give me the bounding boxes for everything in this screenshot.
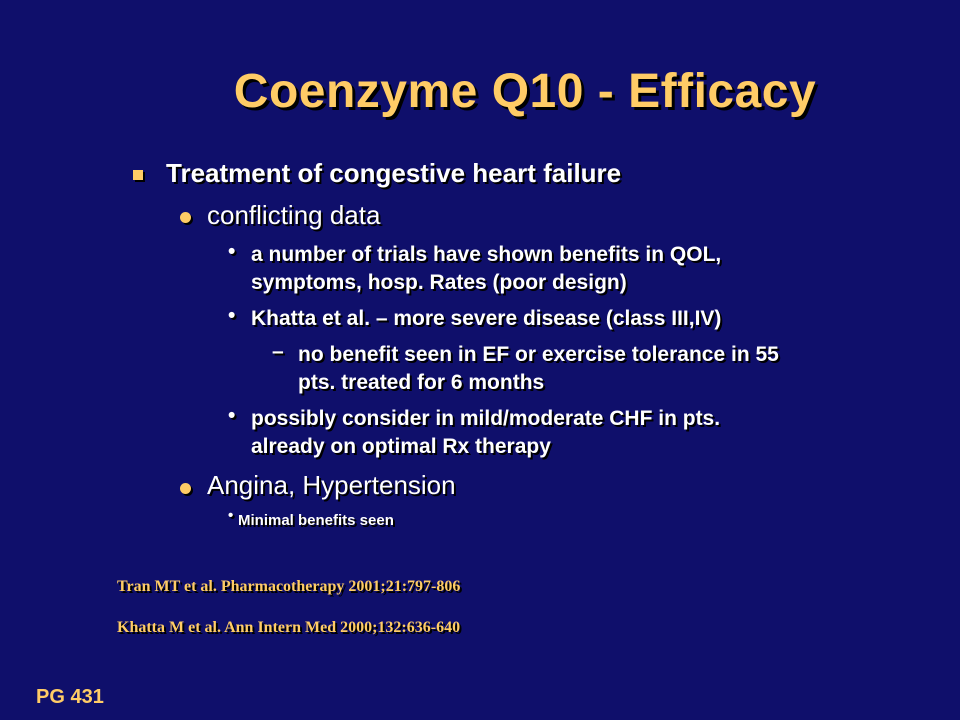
bullet-level2-conflicting-data: conflicting data bbox=[207, 200, 381, 230]
bullet-level3-trials-line1: a number of trials have shown benefits in QOL, bbox=[251, 243, 722, 266]
reference-tran: Tran MT et al. Pharmacotherapy 2001;21:797-806 bbox=[117, 578, 461, 595]
small-bullet-icon: • bbox=[228, 240, 236, 263]
small-bullet-icon: • bbox=[228, 404, 236, 427]
bullet-level4-no-benefit-line2: pts. treated for 6 months bbox=[298, 371, 545, 394]
bullet-level3-possibly-line2: already on optimal Rx therapy bbox=[251, 435, 551, 458]
slide-title: Coenzyme Q10 - Efficacy bbox=[233, 65, 817, 118]
bullet-level3-possibly-line1: possibly consider in mild/moderate CHF in pts. bbox=[251, 407, 721, 430]
page-label: PG 431 bbox=[36, 686, 104, 708]
bullet-level2-angina: Angina, Hypertension bbox=[207, 470, 456, 500]
round-bullet-icon bbox=[180, 212, 191, 223]
bullet-level3-khatta: Khatta et al. – more severe disease (class III,IV) bbox=[251, 307, 722, 330]
small-bullet-icon: • bbox=[228, 507, 234, 524]
bullet-level1-treatment: Treatment of congestive heart failure bbox=[166, 158, 622, 188]
round-bullet-icon bbox=[180, 483, 191, 494]
square-bullet-icon bbox=[133, 170, 143, 180]
reference-khatta: Khatta M et al. Ann Intern Med 2000;132:636-640 bbox=[117, 619, 461, 636]
bullet-level3-minimal-benefits: Minimal benefits seen bbox=[238, 512, 394, 529]
bullet-level3-trials-line2: symptoms, hosp. Rates (poor design) bbox=[251, 271, 627, 294]
bullet-level4-no-benefit-line1: no benefit seen in EF or exercise tolerance in 55 bbox=[298, 343, 779, 366]
dash-bullet-icon: – bbox=[272, 340, 284, 363]
small-bullet-icon: • bbox=[228, 304, 236, 327]
